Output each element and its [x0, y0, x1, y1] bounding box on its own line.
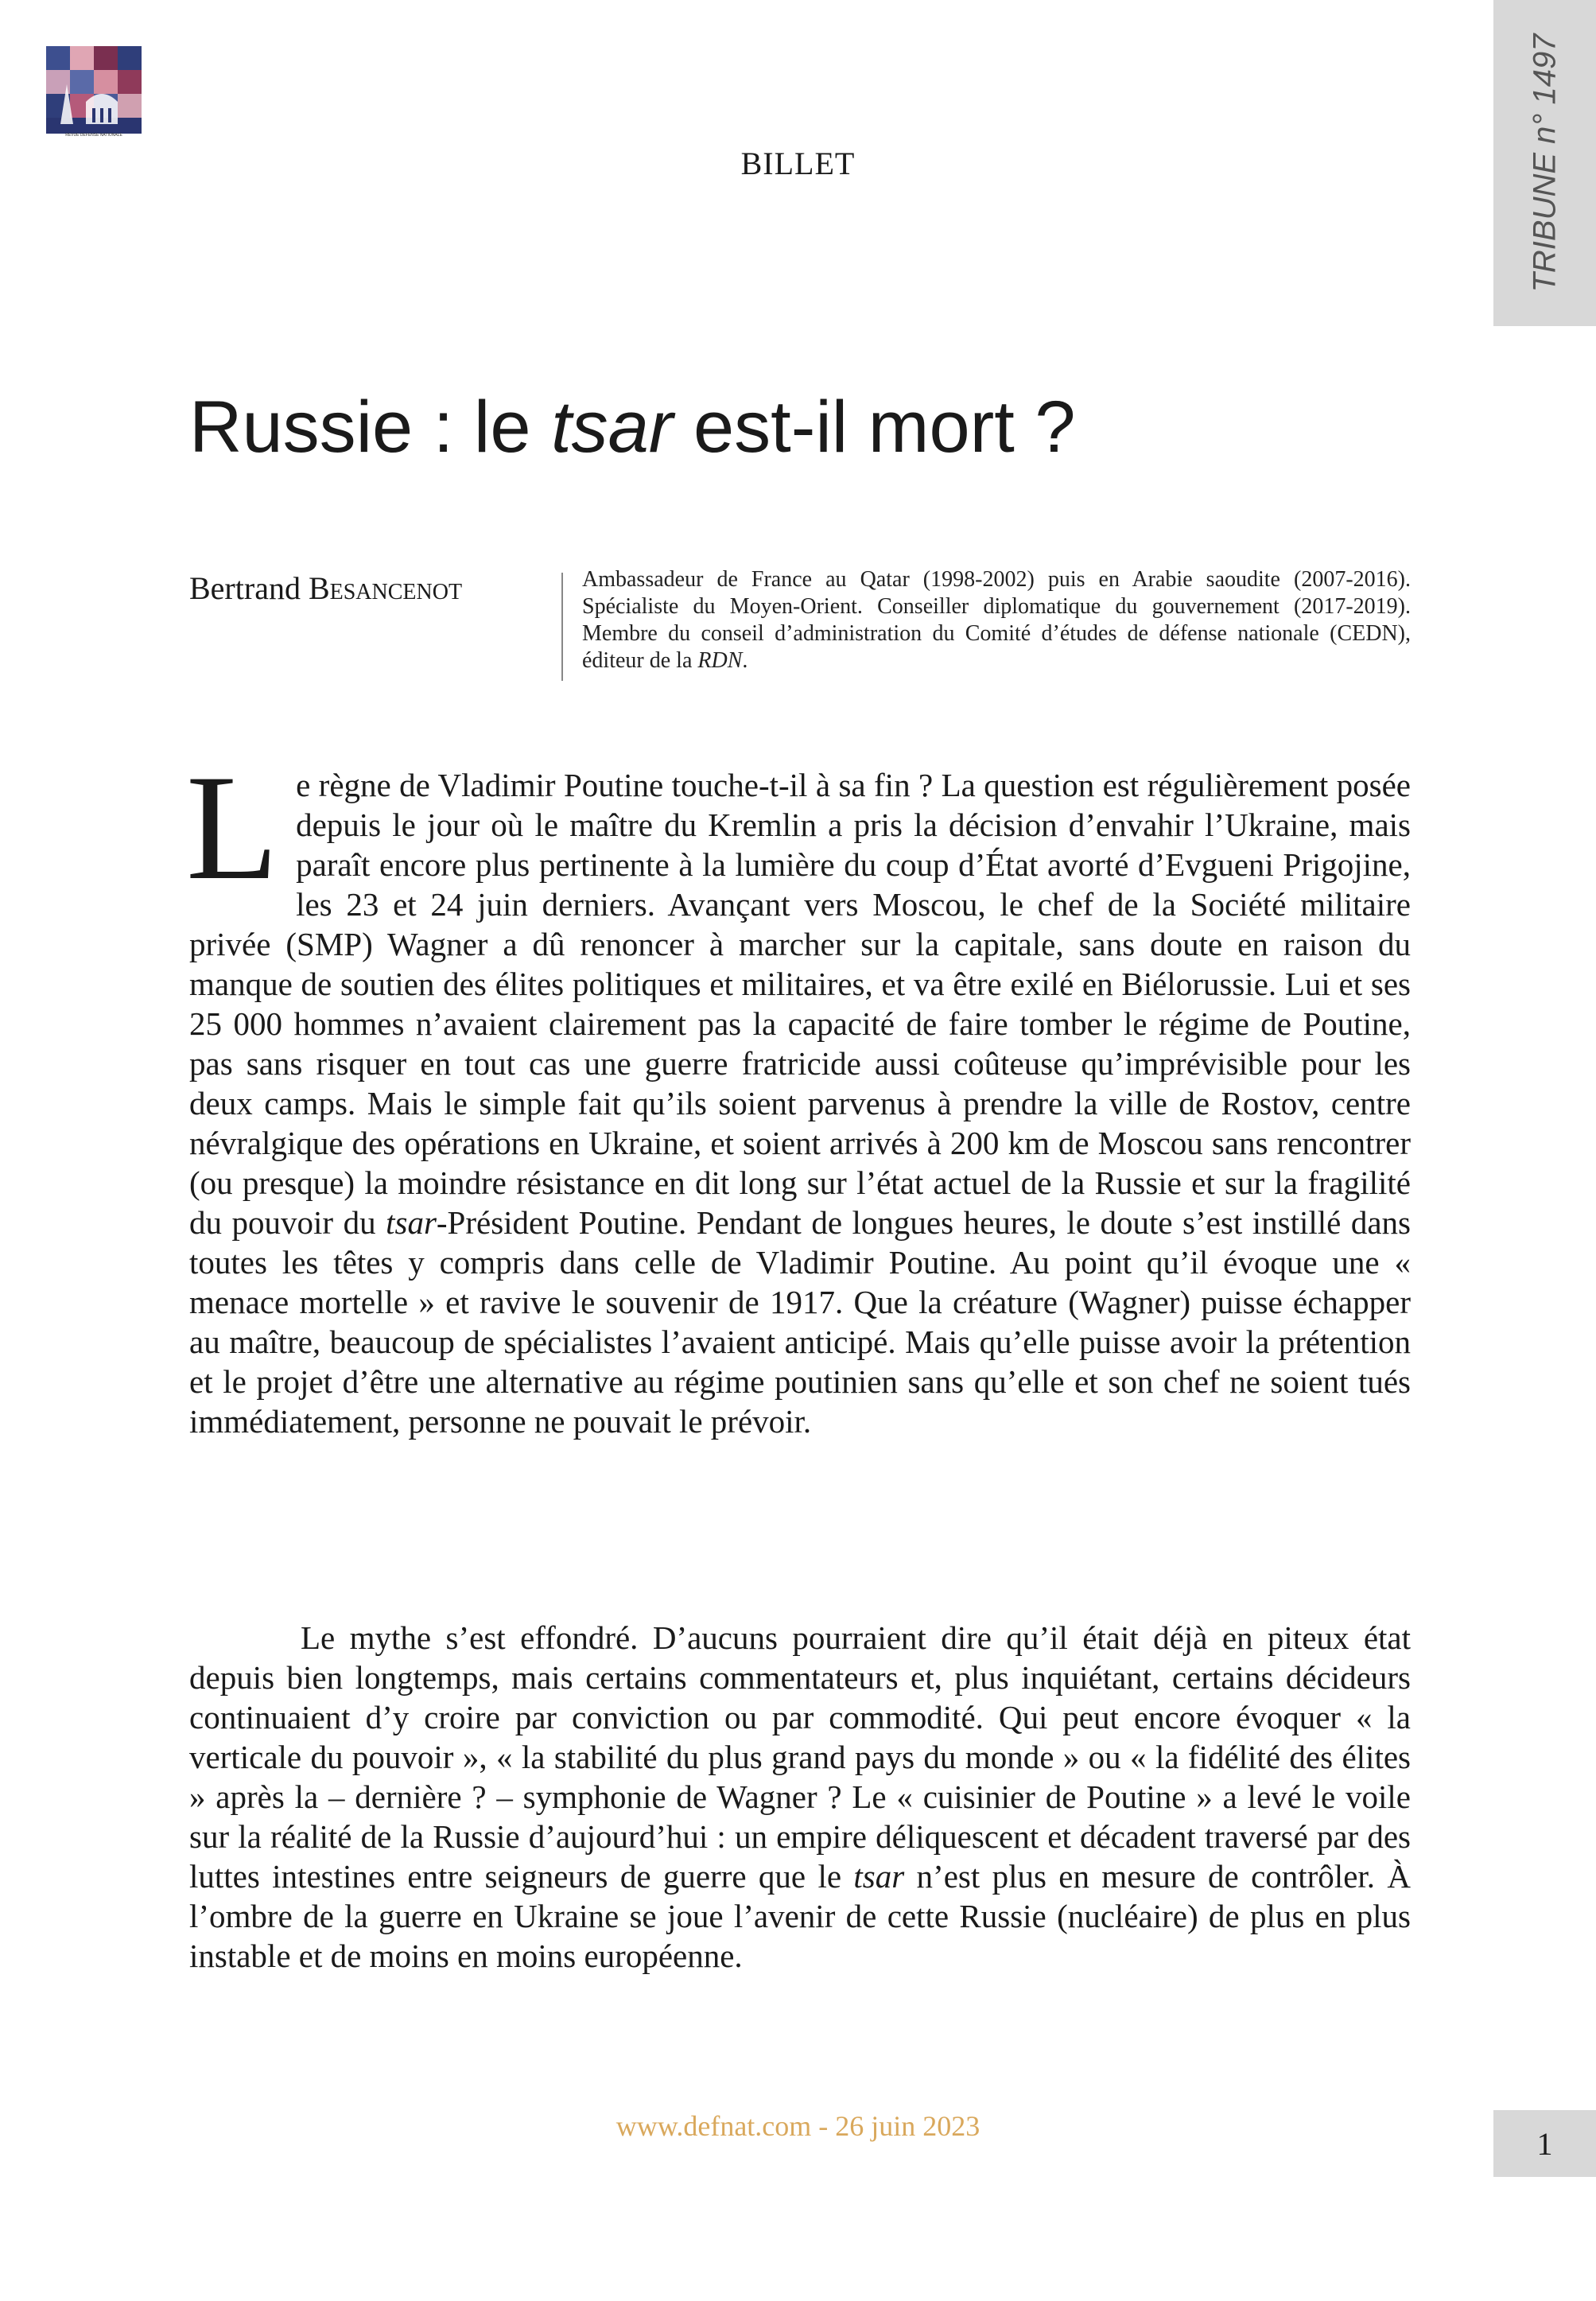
- logo-caption: REVUE DÉFENSE NATIONALE: [65, 133, 122, 138]
- drop-cap: L: [186, 744, 279, 911]
- tribune-prefix: TRIBUNE: [1527, 152, 1562, 293]
- p2-text-a: Le mythe s’est effondré. D’aucuns pourraient dire qu’il était déjà en piteux état depuis bien longtemps, mais certains commentateurs et, plus inquiétant, certains décideurs continuaient d’y croire par conviction ou par commodité. Qui peut encore évoquer « la verticale du pouvoir », « la stabilité du plus grand pays du monde » ou « la fidélité des élites » après la – dernière ? – symphonie de Wagner ? Le « cuisinier de Poutine » a levé le voile sur la réalité de la Russie d’aujourd’hui : un empire déliquescent et décadent traversé par des luttes intestines entre seigneurs de guerre que le: [189, 1619, 1411, 1895]
- tribune-number: n° 1497: [1527, 33, 1562, 144]
- p2-italic: tsar: [853, 1858, 905, 1895]
- title-part1: Russie : le: [189, 387, 552, 468]
- author-first: Bertrand: [189, 570, 309, 606]
- title-italic: tsar: [551, 387, 674, 468]
- author-bio: [582, 566, 1411, 674]
- paragraph-1: [186, 744, 1412, 1441]
- bio-italic: RDN: [697, 648, 743, 673]
- p2-text-b: n’est plus en mesure de contrôler. À l’ombre de la guerre en Ukraine se joue l’avenir de cette Russie (nucléaire) de plus en plus instable et de moins en moins européenne.: [189, 1858, 1411, 1974]
- page-number: 1: [1536, 2125, 1553, 2162]
- article-title: [189, 383, 1076, 471]
- p1-text-a: e règne de Vladimir Poutine touche-t-il à sa fin ? La question est régulièrement posée depuis le jour où le maître du Kremlin a pris la décision d’envahir l’Ukraine, mais paraît encore plus pertinente à la lumière du coup d’État avorté d’Evgueni Prigojine, les 23 et 24 juin derniers. Avançant vers Moscou, le chef de la Société militaire privée (SMP) Wagner a dû renoncer à marcher sur la capitale, sans doute en raison du manque de soutien des élites politiques et militaires, et va être exilé en Biélorussie. Lui et ses 25 000 hommes n’avaient clairement pas la capacité de faire tomber le régime de Poutine, pas sans risquer en tout cas une guerre fratricide aussi coûteuse qu’imprévisible pour les deux camps. Mais le simple fait qu’ils soient parvenus à prendre la ville de Rostov, centre névralgique des opérations en Ukraine, et soient arrivés à 200 km de Moscou sans rencontrer (ou presque) la moindre résistance en dit long sur l’état actuel de la Russie et sur la fragilité du pouvoir du: [189, 767, 1411, 1241]
- author-name: [189, 569, 462, 607]
- author-last: Besancenot: [308, 570, 463, 606]
- footer-site-date: www.defnat.com - 26 juin 2023: [615, 2110, 981, 2142]
- p1-italic: tsar: [386, 1204, 437, 1241]
- title-part2: est-il mort ?: [673, 387, 1076, 468]
- bio-divider: [561, 573, 563, 681]
- section-label: BILLET: [740, 146, 856, 181]
- p1-text-b: -Président Poutine. Pendant de longues heures, le doute s’est instillé dans toutes les têtes y compris dans celle de Vladimir Poutine. Au point qu’il évoque une « menace mortelle » et ravive le souvenir de 1917. Que la créature (Wagner) puisse échapper au maître, beaucoup de spécialistes l’avaient anticipé. Mais qu’elle puisse avoir la prétention et le projet d’être une alternative au régime poutinien sans qu’elle et son chef ne soient tués immédiatement, personne ne pouvait le prévoir.: [189, 1204, 1412, 1440]
- bio-text: Ambassadeur de France au Qatar (1998-2002) puis en Arabie saoudite (2007-2016). Spécialiste du Moyen-Orient. Conseiller diplomatique du gouvernement (2017-2019). Membre du conseil d’administration du Comité d’études de défense nationale (CEDN), éditeur de la: [582, 567, 1411, 673]
- paragraph-2: [189, 1618, 1411, 1976]
- rdn-logo: [46, 46, 142, 140]
- page-number-box: [1493, 2110, 1596, 2177]
- rdn-logo-icon: [46, 46, 142, 134]
- bio-end: .: [742, 648, 748, 673]
